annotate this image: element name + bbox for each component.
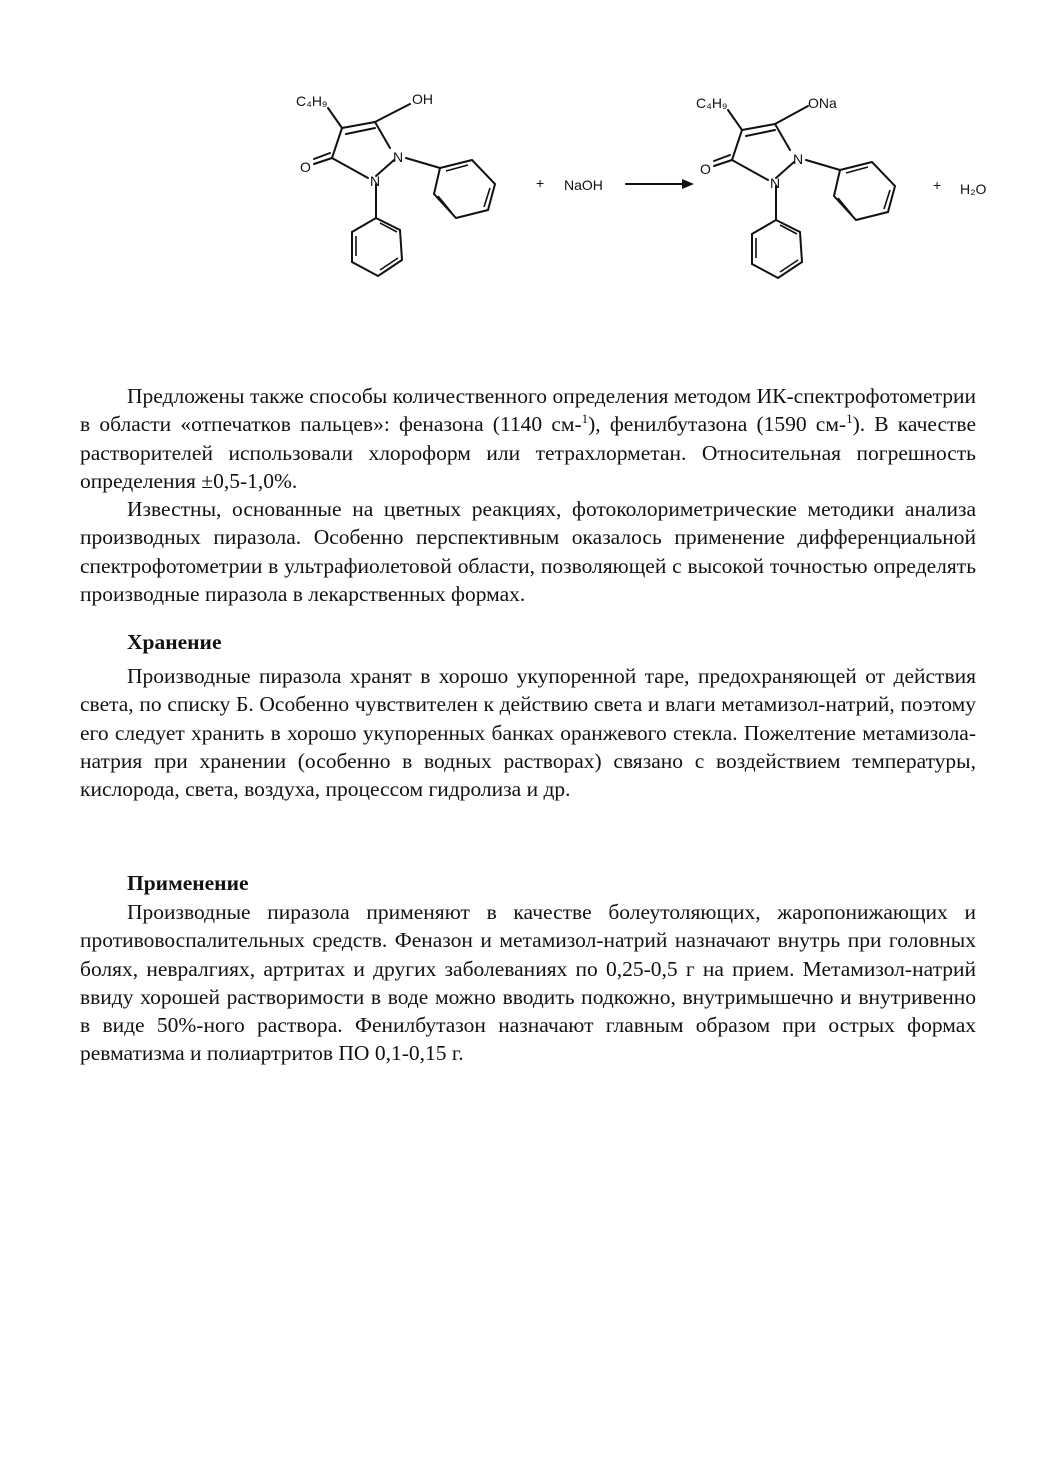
paragraph-ir-spectrometry (80, 382, 976, 495)
paragraph-storage: Производные пиразола хранят в хорошо укупоренной таре, предохраняющей от действия света, по списку Б. Особенно чувствителен к действию света и влаги метамизол-натрий, поэтому его следует хранить в хорошо укупоренных банках оранжевого стекла. Пожелтение метамизола-натрия при хранении (особенно в водных растворах) связано с воздействием температуры, кислорода, света, воздуха, процессом гидролиза и др. (80, 664, 976, 802)
p1-superscript-2: 1 (846, 411, 853, 427)
product-structure (696, 95, 895, 278)
product-alkyl-label: C₄H₉ (696, 95, 728, 111)
analysis-text-block (80, 382, 976, 608)
reaction-arrow (626, 179, 694, 189)
paragraph-colorimetry: Известны, основанные на цветных реакциях, фотоколориметрические методики анализа производных пиразола. Особенно перспективным оказалось применение дифференциальной спектрофотометрии в ультрафиолетовой области, позволяющей с высокой точностью определять производные пиразола в лекарственных формах. (80, 497, 976, 607)
reactant-structure (296, 91, 495, 276)
product-n1-label: N (793, 151, 804, 167)
p1-text-a: Предложены также способы количественного определения методом ИК-спектрофотометрии в области «отпечатков пальцев»: феназона (1140 см- (80, 384, 976, 437)
reactant-alkyl-label: C₄H₉ (296, 93, 328, 109)
reaction-scheme (290, 80, 1010, 300)
plus-sign-2: + (933, 177, 942, 193)
reactant-carbonyl-label: O (300, 159, 311, 175)
use-text-block (80, 898, 976, 1068)
paragraph-use: Производные пиразола применяют в качестве болеутоляющих, жаропонижающих и противовоспалительных средств. Феназон и метамизол-натрий назначают внутрь при головных болях, невралгиях, артритах и других заболеваниях по 0,25-0,5 г на прием. Метамизол-натрий ввиду хорошей растворимости в воде можно вводить подкожно, внутримышечно и внутривенно в виде 50%-ного раствора. Фенилбутазон назначают главным образом при острых формах ревматизма и полиартритов ПО 0,1-0,15 г. (80, 900, 976, 1066)
p1-text-c: ). В качестве растворителей использовали хлороформ или тетрахлорметан. Относительная погрешность определения ±0,5-1,0%. (80, 412, 976, 493)
water-label: H₂O (960, 181, 987, 197)
product-n2-label: N (770, 175, 781, 191)
reagent-label: NaOH (564, 177, 603, 193)
product-salt-label: ONa (808, 95, 837, 111)
p1-superscript-1: 1 (581, 411, 589, 427)
reactant-hydroxy-label: OH (412, 91, 433, 107)
reactant-n2-label: N (370, 173, 381, 189)
reactant-n1-label: N (393, 149, 404, 165)
heading-use: Применение (127, 871, 249, 895)
p1-text-b: ), фенилбутазона (1590 см- (588, 412, 847, 437)
product-carbonyl-label: O (700, 161, 711, 177)
plus-sign-1: + (536, 175, 545, 191)
storage-text-block (80, 662, 976, 803)
heading-storage: Хранение (127, 630, 222, 654)
